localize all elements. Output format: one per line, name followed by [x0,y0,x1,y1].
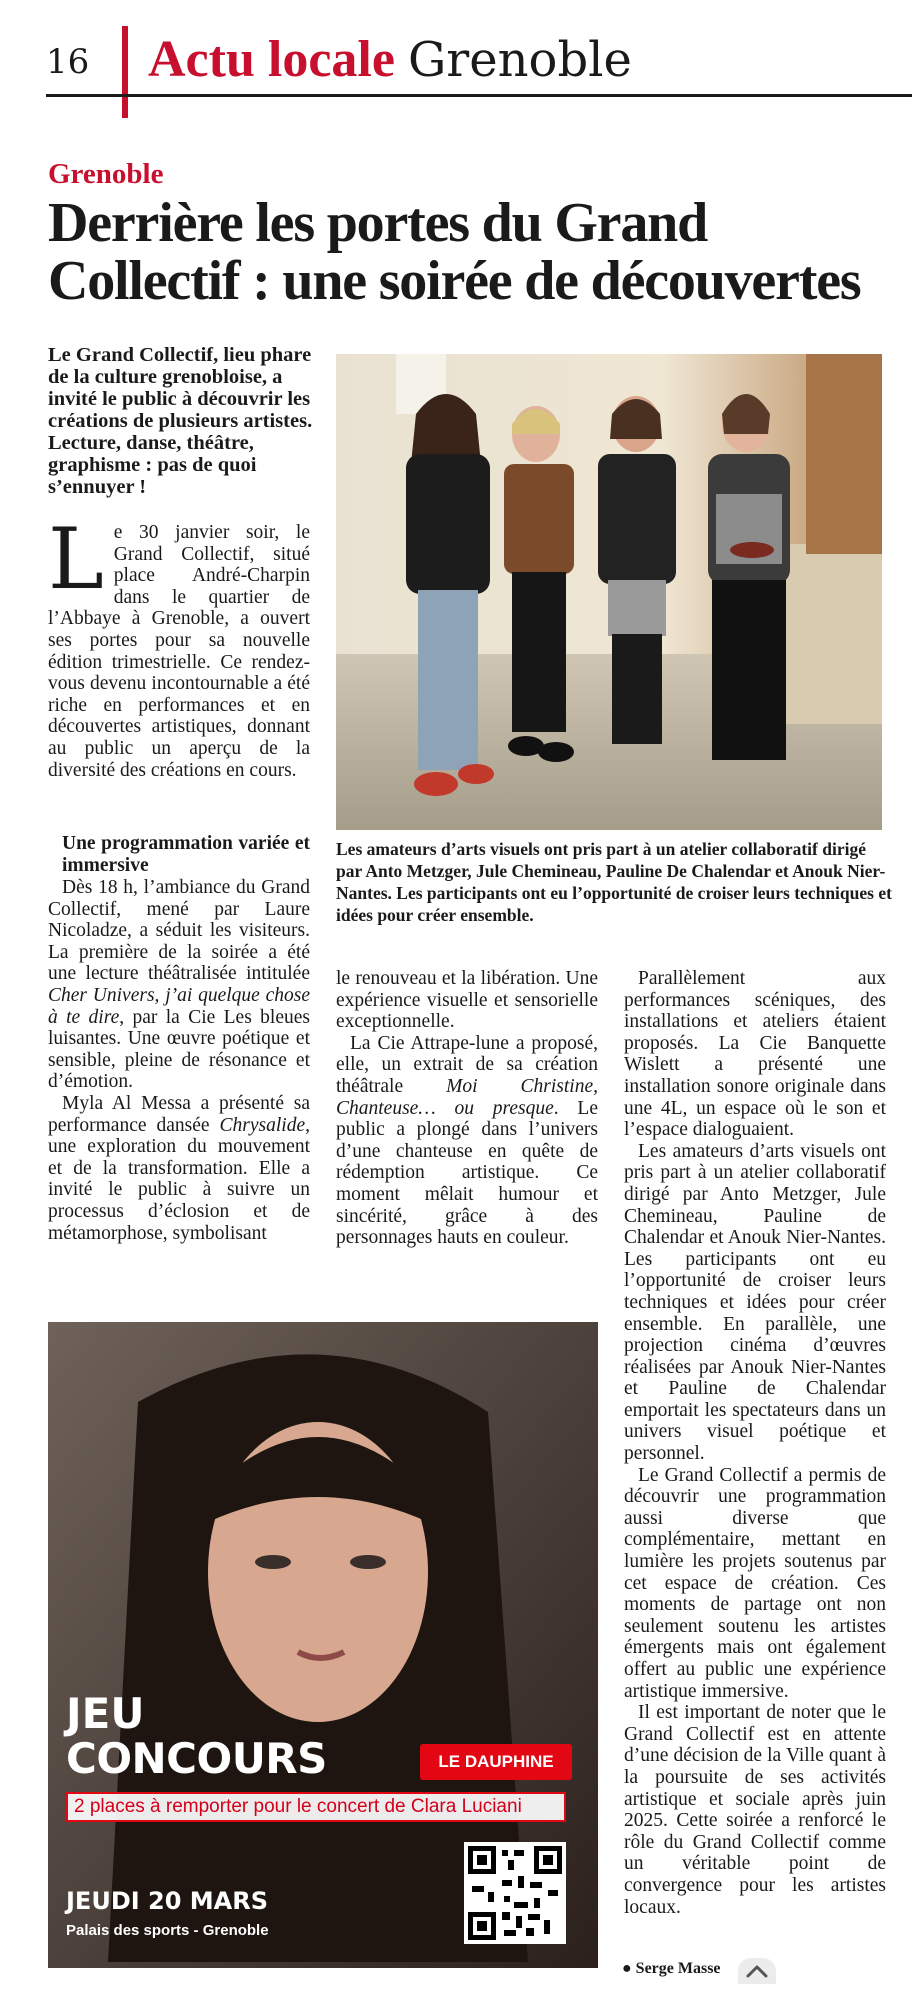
section-name: Actu locale [148,31,395,88]
paragraph-text: , une exploration du mouvement et de la transformation. Elle a invité le public à suivre un processus d’éclosion et de métamorphose, symbolisant [48,1114,310,1244]
ad-prize-text: 2 places à remporter pour le concert de Clara Luciani [66,1792,566,1822]
photo-caption: Les amateurs d’arts visuels ont pris part à un atelier collaboratif dirigé par Anto Metzger, Jule Chemineau, Pauline De Chalendar et Anouk Nier-Nantes. Les participants ont eu l’opportunité de croiser leurs techniques et idées pour créer ensemble. [336,839,892,925]
ad-venue: Palais des sports - Grenoble [66,1922,269,1939]
article-kicker: Grenoble [48,158,164,190]
chevron-up-icon [738,1958,776,1984]
work-title: Moi Christine, Chanteuse… ou presque [336,1075,598,1119]
paragraph-text: Il est important de noter que le Grand Collectif est en attente d’une décision de la Ville quant à la poursuite de ses activités artistique et sociale après juin 2025. Cette soirée a renforcé le rôle du Grand Collectif comme un véritable point de convergence pour les artistes locaux. [624,1702,886,1918]
page-number: 16 [46,42,90,82]
work-title: Chrysalide [219,1114,306,1136]
paragraph-text: . Le public a plongé dans l’univers d’une chanteuse en quête de rédemption artistique. Ce moment mêlait humour et sincérité, grâce à des personnages hauts en couleur. [336,1097,598,1249]
article-photo [336,354,882,830]
le-dauphine-logo: LE DAUPHINE [420,1744,572,1780]
intro-text: e 30 janvier soir, le Grand Collectif, situé place André-Charpin dans le quartier de l’Abbaye à Grenoble, a ouvert ses portes pour sa nouvelle édition trimestrielle. Ce rendez-vous devenu incontournable a été riche en performances et en découvertes artistiques, donnant au public un aperçu de la diversité des créations en cours. [48,522,310,781]
concert-contest-ad[interactable] [48,1322,598,1968]
paragraph-text: Myla Al Messa a présenté sa performance dansée [48,1092,310,1136]
header-rule [46,94,912,97]
header-accent-bar [122,26,128,118]
section-city: Grenoble [407,32,632,88]
article-author: ● Serge Masse [622,1960,721,1977]
article-column-1 [48,833,310,1244]
article-subhead: Une programmation variée et immersive [62,833,310,876]
article-column-2 [336,968,598,1249]
article-lead: Le Grand Collectif, lieu phare de la culture grenobloise, a invité le public à découvrir les créations de plusieurs artistes. Lecture, danse, théâtre, graphisme : pas de quoi s’ennuyer ! [48,344,313,498]
work-title: Cher Univers, j’ai quelque chose à te dire [48,984,310,1028]
article-title: Derrière les portes du Grand Collectif : une soirée de découvertes [48,192,861,312]
paragraph-text: le renouveau et la libération. Une expérience visuelle et sensorielle exceptionnelle. [336,968,598,1033]
paragraph-text: Le Grand Collectif a permis de découvrir une programmation aussi diverse que complémentaire, mettant en lumière les projets soutenus par cet espace de création. Ces moments de partage ont non seulement soutenu les artistes émergents mais ont également offert au public une expérience artistique immersive. [624,1464,886,1702]
article-intro [48,510,310,781]
article-column-3 [624,968,886,1918]
ad-date: JEUDI 20 MARS [66,1887,268,1915]
paragraph-text: , par la Cie Les bleues luisantes. Une œuvre poétique et sensible, pleine de résonance et d’émotion. [48,1006,310,1093]
ad-headline-concours: CONCOURS [66,1734,327,1783]
section-header [148,28,632,92]
ad-headline-jeu: JEU [66,1689,145,1738]
paragraph-text: Parallèlement aux performances scéniques, des installations et ateliers étaient proposés. La Cie Banquette Wislett a présenté une installation sonore originale dans une 4L, un espace où le son et l’espace dialoguaient. [624,968,886,1141]
paragraph-text: Les amateurs d’arts visuels ont pris part à un atelier collaboratif dirigé par Anto Metzger, Jule Chemineau, Pauline de Chalendar et Anouk Nier-Nantes. Les participants ont eu l’opportunité de croiser leurs techniques et idées pour créer ensemble. En parallèle, une projection cinéma d’œuvres réalisées par Anouk Nier-Nantes et Pauline de Chalendar emportait les spectateurs dans un univers visuel poétique et personnel. [624,1140,886,1465]
paragraph-text: Dès 18 h, l’ambiance du Grand Collectif, mené par Laure Nicoladze, a séduit les visiteurs. La première de la soirée a été une lecture théâtralisée intitulée [48,877,310,985]
drop-cap: L [48,510,104,608]
scroll-up-button[interactable] [738,1958,776,1984]
paragraph-text: La Cie Attrape-lune a proposé, elle, un extrait de sa création théâtrale [336,1032,598,1097]
qr-code-icon[interactable] [464,1842,566,1944]
photo-artists-group [336,354,882,830]
